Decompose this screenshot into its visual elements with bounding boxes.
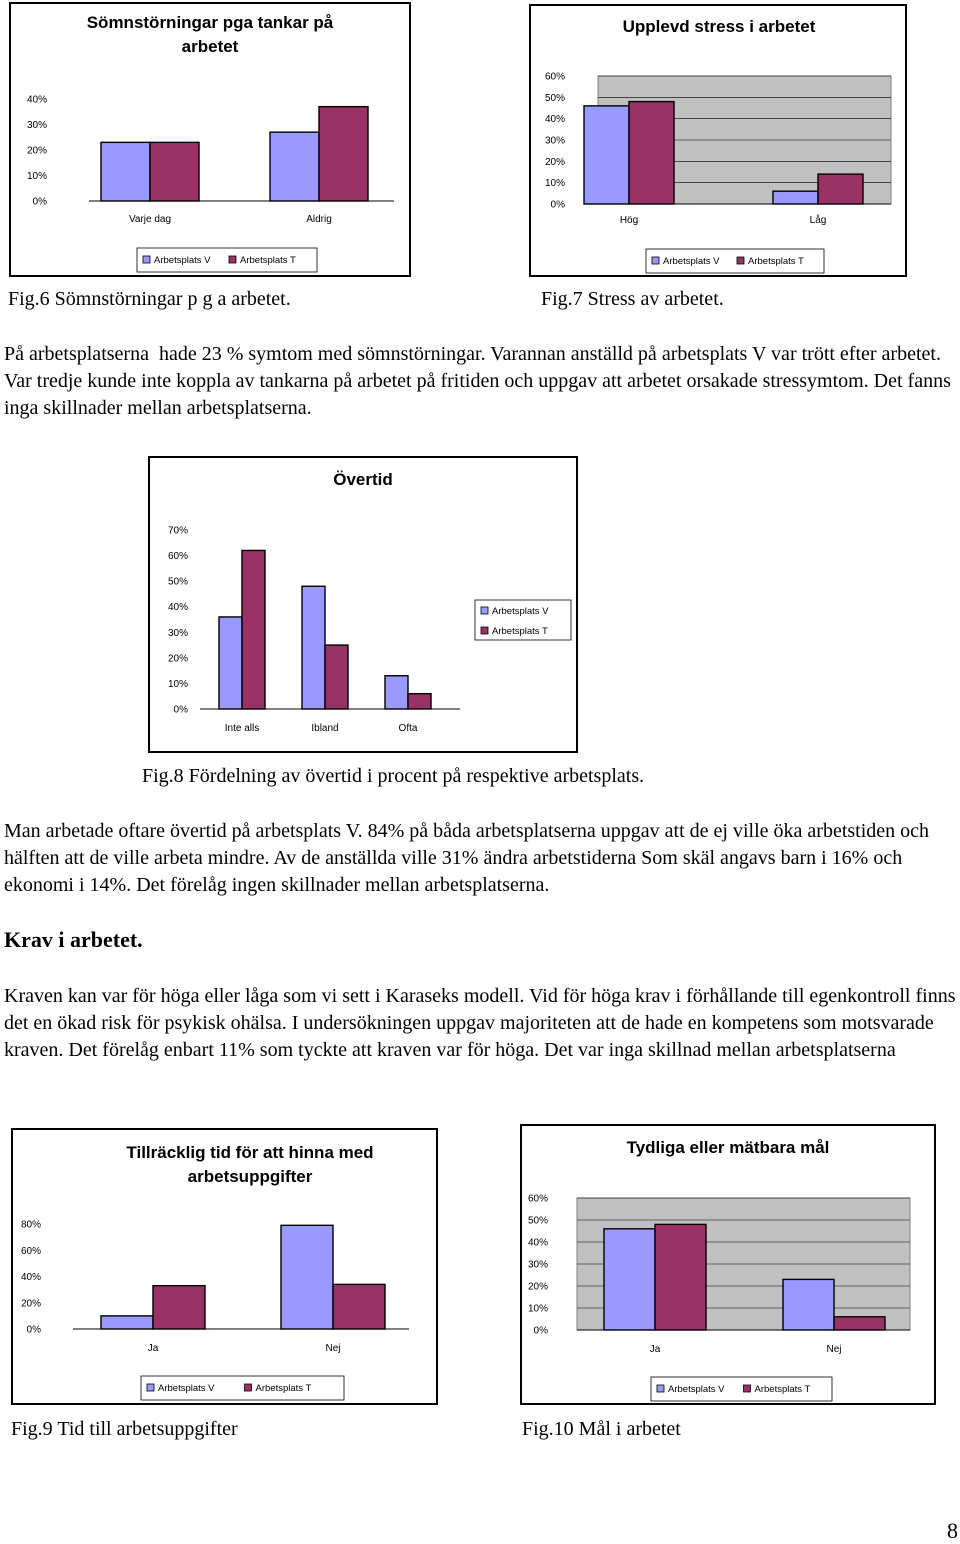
fig6-bar-t: [150, 142, 199, 201]
fig9-category-label: Nej: [325, 1343, 341, 1354]
fig10-y-tick-label: 20%: [527, 1281, 548, 1293]
caption-fig9: Fig.9 Tid till arbetsuppgifter: [11, 1418, 238, 1440]
fig9-legend-swatch: [245, 1384, 252, 1391]
fig7-y-tick-label: 0%: [550, 199, 565, 211]
fig9-bar-t: [153, 1286, 205, 1329]
fig7-category-label: Hög: [619, 215, 639, 226]
fig7-legend-label: Arbetsplats T: [748, 256, 804, 267]
fig10-y-tick-label: 60%: [527, 1193, 548, 1205]
fig9-y-tick-label: 60%: [20, 1245, 41, 1257]
fig10-y-tick-label: 10%: [527, 1303, 548, 1315]
fig7-y-tick-label: 40%: [544, 114, 565, 126]
fig6-title-line: Sömnstörningar pga tankar på: [86, 13, 334, 32]
fig9-legend-label: Arbetsplats V: [158, 1383, 215, 1394]
fig7-title-line: Upplevd stress i arbetet: [622, 17, 816, 36]
fig6-y-tick-label: 20%: [26, 145, 47, 157]
fig8-y-tick-label: 20%: [167, 653, 188, 665]
fig7-category-label: Låg: [809, 215, 827, 226]
fig6-legend-swatch: [229, 256, 236, 263]
fig10-legend-swatch: [744, 1385, 751, 1392]
fig7-legend-swatch: [652, 257, 659, 264]
fig9-bar-t: [333, 1284, 385, 1329]
fig9-category-label: Ja: [147, 1343, 159, 1354]
chart-fig10: [520, 1124, 937, 1406]
fig8-y-tick-label: 40%: [167, 602, 188, 614]
fig7-bar-v: [584, 106, 629, 204]
fig7-y-tick-label: 50%: [544, 92, 565, 104]
fig8-bar-t: [408, 694, 431, 709]
fig9-y-tick-label: 40%: [20, 1272, 41, 1283]
fig8-title-line: Övertid: [333, 470, 393, 489]
caption-fig6: Fig.6 Sömnstörningar p g a arbetet.: [8, 288, 291, 310]
fig9-bar-v: [281, 1225, 333, 1329]
caption-fig8: Fig.8 Fördelning av övertid i procent på respektive arbetsplats.: [142, 765, 645, 787]
fig7-legend-swatch: [737, 257, 744, 264]
fig8-legend-swatch: [481, 627, 488, 634]
paragraph-sleep: På arbetsplatserna hade 23 % symtom med sömnstörningar. Varannan anställd på arbetsplats V var trött efter arbetet. Var tredje kunde inte koppla av tankarna på arbetet på fritiden och uppgav att arbetet orsakade stressymtom. Det fanns inga skillnader mellan arbetsplatserna.: [4, 343, 956, 419]
fig7-bar-v: [773, 191, 818, 204]
fig9-bar-v: [101, 1316, 153, 1329]
chart-fig8: [148, 456, 579, 754]
fig10-bar-v: [783, 1279, 834, 1330]
fig8-y-tick-label: 70%: [167, 525, 188, 537]
fig7-bar-t: [818, 174, 863, 204]
fig10-y-tick-label: 40%: [527, 1237, 548, 1249]
fig8-y-tick-label: 50%: [167, 576, 188, 588]
fig6-category-label: Varje dag: [128, 214, 172, 225]
chart-fig9-svg: [11, 1128, 439, 1406]
fig10-category-label: Nej: [826, 1344, 842, 1355]
fig7-bar-t: [629, 102, 674, 204]
fig10-legend-label: Arbetsplats T: [754, 1384, 811, 1395]
fig8-category-label: Ofta: [398, 723, 418, 734]
fig10-bar-v: [604, 1229, 655, 1330]
fig8-bar-v: [385, 676, 408, 709]
chart-fig6: [9, 2, 412, 278]
fig7-y-tick-label: 20%: [544, 156, 565, 168]
fig8-y-tick-label: 0%: [173, 704, 188, 716]
chart-fig7: [529, 4, 909, 278]
fig9-legend-label: Arbetsplats T: [255, 1383, 312, 1394]
fig10-legend-label: Arbetsplats V: [668, 1384, 725, 1395]
fig6-legend-swatch: [143, 256, 150, 263]
fig9-y-tick-label: 0%: [26, 1324, 41, 1336]
fig6-bar-t: [319, 107, 368, 201]
fig10-legend-swatch: [657, 1385, 664, 1392]
section-heading-krav: Krav i arbetet.: [4, 927, 143, 952]
fig9-y-tick-label: 80%: [20, 1219, 41, 1231]
fig8-legend-label: Arbetsplats V: [492, 606, 549, 617]
fig8-y-tick-label: 60%: [167, 551, 188, 563]
fig10-y-tick-label: 0%: [533, 1325, 548, 1337]
fig7-y-tick-label: 10%: [544, 178, 565, 190]
fig6-category-label: Aldrig: [306, 214, 332, 225]
fig6-y-tick-label: 40%: [26, 94, 47, 106]
fig8-y-tick-label: 10%: [167, 678, 188, 690]
chart-fig10-svg: [520, 1124, 937, 1406]
fig8-bar-t: [325, 645, 348, 709]
fig6-bar-v: [101, 142, 150, 201]
fig8-category-label: Ibland: [311, 723, 339, 734]
chart-fig7-svg: [529, 4, 909, 278]
fig10-y-tick-label: 30%: [527, 1259, 548, 1271]
fig7-y-tick-label: 60%: [544, 71, 565, 83]
chart-fig9: [11, 1128, 439, 1406]
fig8-category-label: Inte alls: [224, 723, 260, 734]
fig9-legend-swatch: [147, 1384, 154, 1391]
fig9-title-line: arbetsuppgifter: [187, 1167, 313, 1186]
fig10-category-label: Ja: [649, 1344, 661, 1355]
fig6-title-line: arbetet: [181, 37, 239, 56]
fig6-bar-v: [270, 132, 319, 201]
fig10-bar-t: [834, 1317, 885, 1330]
fig10-bar-t: [655, 1224, 706, 1330]
paragraph-demands: Kraven kan var för höga eller låga som vi sett i Karaseks modell. Vid för höga krav i förhållande till egenkontroll finns det en ökad risk för psykisk ohälsa. I undersökningen uppgav majoriteten att de hade en kompetens som motsvarade kraven. Det förelåg enbart 11% som tyckte att kraven var för höga. Det var inga skillnad mellan arbetsplatserna: [4, 985, 960, 1061]
chart-fig8-svg: [148, 456, 579, 754]
chart-fig6-svg: [9, 2, 412, 278]
fig7-y-tick-label: 30%: [544, 135, 565, 147]
fig10-y-tick-label: 50%: [527, 1215, 548, 1227]
paragraph-overtime: Man arbetade oftare övertid på arbetsplats V. 84% på båda arbetsplatserna uppgav att de ej ville öka arbetstiden och hälften att de ville arbeta mindre. Av de anställda ville 31% ändra arbetstiderna Som skäl angavs barn i 16% och ekonomi i 14%. Det förelåg ingen skillnader mellan arbetsplatserna.: [4, 820, 935, 896]
fig10-title-line: Tydliga eller mätbara mål: [626, 1138, 830, 1157]
fig8-bar-v: [219, 617, 242, 709]
fig8-legend-label: Arbetsplats T: [492, 626, 548, 637]
fig8-bar-v: [302, 586, 325, 709]
caption-fig10: Fig.10 Mål i arbetet: [522, 1418, 681, 1440]
fig8-bar-t: [242, 550, 265, 709]
caption-fig7: Fig.7 Stress av arbetet.: [541, 288, 724, 310]
fig6-y-tick-label: 0%: [32, 196, 47, 208]
fig6-legend-label: Arbetsplats V: [154, 255, 211, 266]
fig6-y-tick-label: 10%: [26, 171, 47, 182]
fig6-y-tick-label: 30%: [26, 120, 47, 131]
fig8-y-tick-label: 30%: [167, 627, 188, 639]
fig6-legend-label: Arbetsplats T: [240, 255, 296, 266]
page-number: 8: [947, 1518, 958, 1543]
fig8-legend-swatch: [481, 607, 488, 614]
fig9-y-tick-label: 20%: [20, 1298, 41, 1310]
fig9-title-line: Tillräcklig tid för att hinna med: [126, 1143, 374, 1162]
fig7-legend-label: Arbetsplats V: [663, 256, 720, 267]
